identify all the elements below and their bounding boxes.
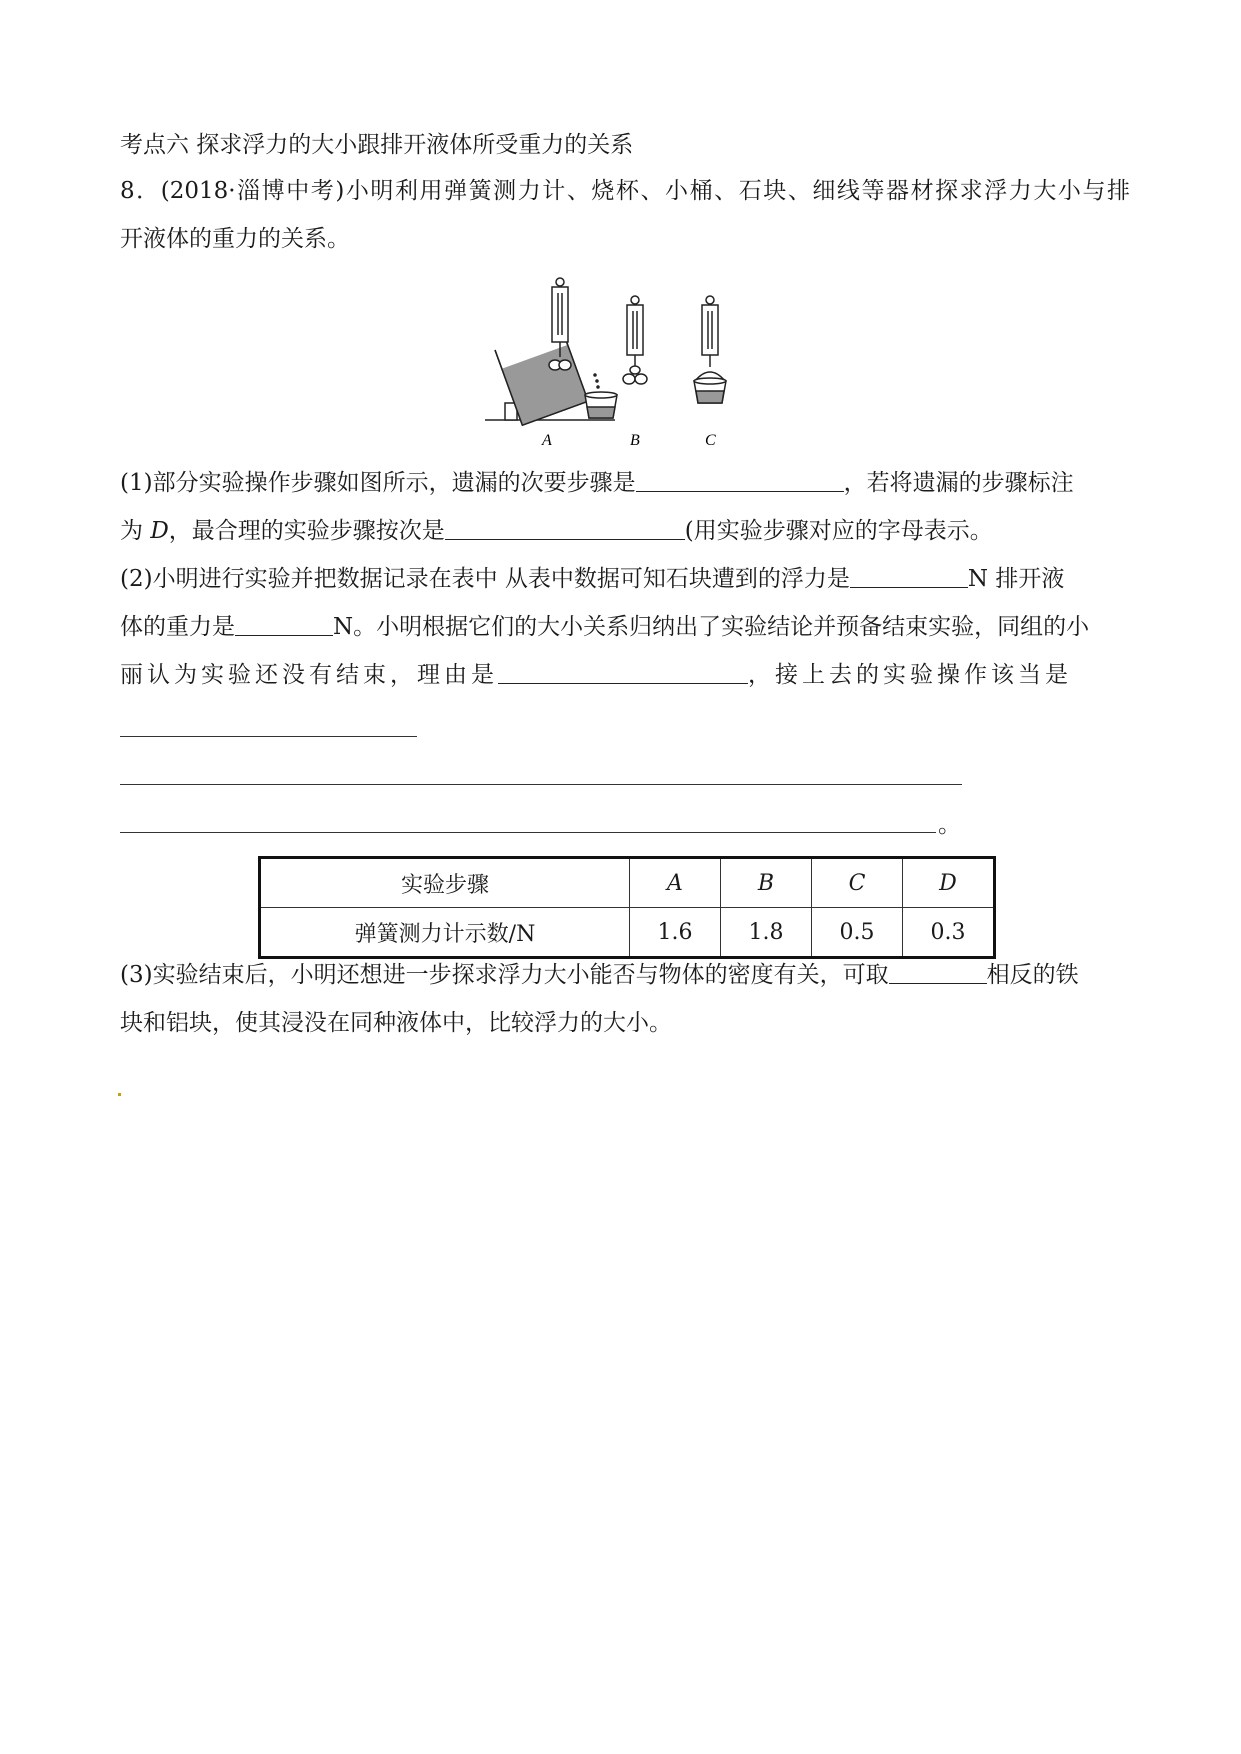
end-mark: 。	[938, 812, 961, 838]
part2-text-g: ，接上去的实验操作该当是	[748, 662, 1072, 688]
answer-line-2[interactable]	[120, 784, 962, 785]
table-header-cell: D	[903, 858, 995, 908]
part2-text-b: 从表中数据可知石块遭到的浮力是	[504, 566, 850, 592]
table-row	[260, 908, 995, 958]
table-cell: 1.8	[721, 908, 812, 958]
section-title: 考点六 探求浮力的大小跟排开液体所受重力的关系	[120, 132, 634, 158]
table-cell: 弹簧测力计示数/N	[260, 908, 630, 958]
table-header-cell: C	[812, 858, 903, 908]
figure-label-b: B	[630, 432, 640, 449]
figure-label-c: C	[705, 432, 716, 449]
answer-line-3[interactable]	[120, 832, 936, 833]
answer-blank-5[interactable]	[498, 659, 748, 684]
data-table	[258, 856, 996, 959]
answer-blank-3[interactable]	[850, 563, 968, 588]
answer-blank-2[interactable]	[445, 515, 685, 540]
table-cell: 0.3	[903, 908, 995, 958]
answer-blank-6[interactable]	[889, 959, 987, 984]
table-header-cell: 实验步骤	[260, 858, 630, 908]
part2-text-f: 丽认为实验还没有结束，理由是	[120, 662, 498, 688]
part2-line1	[120, 562, 1130, 596]
part1-text-e: (用实验步骤对应的字母表示。	[684, 518, 993, 544]
part2-line2	[120, 610, 1130, 644]
part2-text-e: N。小明根据它们的大小关系归纳出了实验结论并预备结束实验，同组的小	[333, 614, 1090, 640]
part3-line2: 块和铝块，使其浸没在同种液体中，比较浮力的大小。	[120, 1010, 672, 1036]
table-header-cell: A	[630, 858, 721, 908]
table-cell: 1.6	[630, 908, 721, 958]
table-cell: 0.5	[812, 908, 903, 958]
table-header-cell: B	[721, 858, 812, 908]
part2-text-a: (2)小明进行实验并把数据记录在表中	[120, 566, 498, 592]
question-stem-text: 小明利用弹簧测力计、烧杯、小桶、石块、细线等器材探求浮力大小与排	[344, 178, 1131, 204]
answer-blank-1[interactable]	[636, 467, 844, 492]
step-label-d: D	[150, 518, 169, 544]
figure-label-a: A	[542, 432, 552, 449]
question-stem-line2: 开液体的重力的关系。	[120, 226, 350, 252]
part2-text-c: 排开液	[995, 566, 1065, 592]
part1-text-a: (1)部分实验操作步骤如图所示，遗漏的次要步骤是	[120, 470, 636, 496]
part1-text-c: 为	[120, 518, 143, 544]
answer-line-1[interactable]	[120, 736, 417, 737]
question-stem-line1	[120, 174, 1130, 208]
experiment-figure	[485, 275, 775, 455]
stray-dot	[118, 1093, 121, 1096]
part1-text-d: ，最合理的实验步骤按次是	[168, 518, 445, 544]
part2-unit-n: N	[967, 566, 989, 592]
part1-line2	[120, 514, 1130, 548]
part3-line1	[120, 958, 1130, 992]
part3-text-b: 相反的铁	[986, 962, 1079, 988]
question-source: (2018·淄博中考)	[160, 178, 345, 204]
part2-text-d: 体的重力是	[120, 614, 235, 640]
question-number: 8．	[120, 178, 161, 204]
part2-line3	[120, 658, 1130, 692]
part3-text-a: (3)实验结束后，小明还想进一步探求浮力大小能否与物体的密度有关，可取	[120, 962, 889, 988]
table-row	[260, 858, 995, 908]
part1-text-b: ，若将遗漏的步骤标注	[843, 470, 1074, 496]
part1-line1	[120, 466, 1130, 500]
answer-blank-4[interactable]	[235, 611, 333, 636]
